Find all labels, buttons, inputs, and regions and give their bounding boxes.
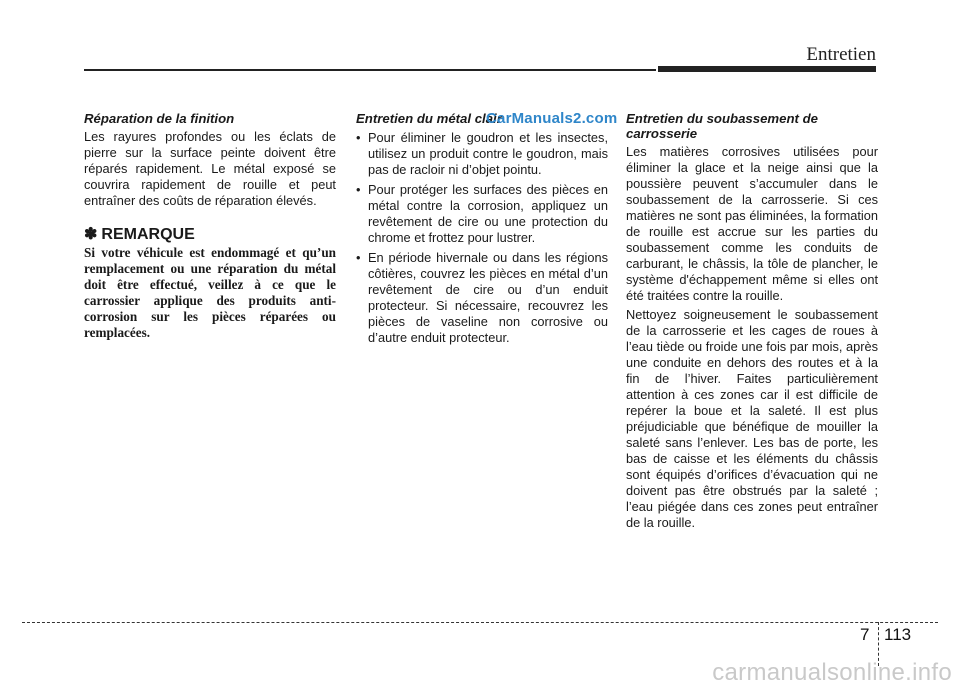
section-heading-soubassement: Entretien du soubassement de carrosserie	[626, 111, 818, 141]
list-item: • Pour protéger les surfaces des pièces en métal contre la corrosion, appliquez un revêtement de cire ou une protection du chrome et frottez pour lustrer.	[356, 182, 608, 245]
footer-site-watermark[interactable]: carmanualsonline.info	[712, 659, 952, 686]
finition-paragraph: Les rayures profondes ou les éclats de pierre sur la surface peinte doivent être réparés rapidement. Le métal exposé se couvrira rapidement de rouille et peut entraîner des coûts de réparation élevés.	[84, 129, 336, 208]
header-rule-thick	[658, 66, 876, 72]
watermark-link[interactable]: CarManuals2.com	[486, 110, 618, 127]
header-title: Entretien	[806, 44, 876, 65]
remark-title-text: REMARQUE	[101, 226, 195, 243]
column-middle	[356, 111, 608, 350]
soubassement-paragraph-1: Les matières corrosives utilisées pour éliminer la glace et la neige ainsi que la poussière peuvent s’accumuler dans le soubassement de la carrosserie. Si ces matières ne sont pas éliminées, la formation de rouille est accrue sur les parties du soubassement comme les conduits de carburant, le châssis, la tôle de plancher, le système d'échappement même si elles ont été traitées contre la rouille.	[626, 144, 878, 303]
header-rule-thin	[84, 69, 656, 71]
page-number: 113	[884, 625, 912, 644]
soubassement-paragraph-2: Nettoyez soigneusement le soubassement de la carrosserie et les cages de roues à l’eau tiède ou froide une fois par mois, après une conduite en dehors des routes et à la fin de l’hiver. Faites particulièrement attention à ces zones car il est difficile de repérer la boue et la saleté. Il est plus préjudiciable que bénéfique de mouiller la saleté sans l’enlever. Les bas de porte, les bas de caisse et les éléments du châssis sont équipés d’orifices d’évacuation qui ne doivent pas être obstrués par la saleté ; l’eau piégée dans ces zones peut entraîner de la rouille.	[626, 307, 878, 530]
bullet-icon: •	[356, 130, 361, 145]
bullet-icon: •	[356, 250, 361, 265]
list-item: • Pour éliminer le goudron et les insectes, utilisez un produit contre le goudron, mais pas de racloir ni d’objet pointu.	[356, 130, 608, 177]
remark-title	[84, 227, 336, 243]
column-left	[84, 111, 336, 341]
section-heading-metal: Entretien du métal clair	[356, 111, 502, 126]
metal-bullet-list	[356, 130, 608, 346]
column-right	[626, 111, 878, 531]
bullet-icon: •	[356, 182, 361, 197]
chapter-number: 7	[860, 625, 870, 644]
section-heading-finition: Réparation de la finition	[84, 111, 235, 126]
footer-dashed-rule	[22, 622, 938, 623]
list-item: • En période hivernale ou dans les régions côtières, couvrez les pièces en métal d’un revêtement de cire ou d’un enduit protecteur. Si nécessaire, recouvrez les pièces de vaseline non corrosive ou d’autre enduit protecteur.	[356, 250, 608, 345]
remark-text: Si votre véhicule est endommagé et qu’un remplacement ou une réparation du métal doit être effectué, veillez à ce que le carrossier applique des produits anti-corrosion sur les pièces réparées ou remplacées.	[84, 245, 336, 340]
asterisk-icon: ✽	[84, 226, 98, 243]
